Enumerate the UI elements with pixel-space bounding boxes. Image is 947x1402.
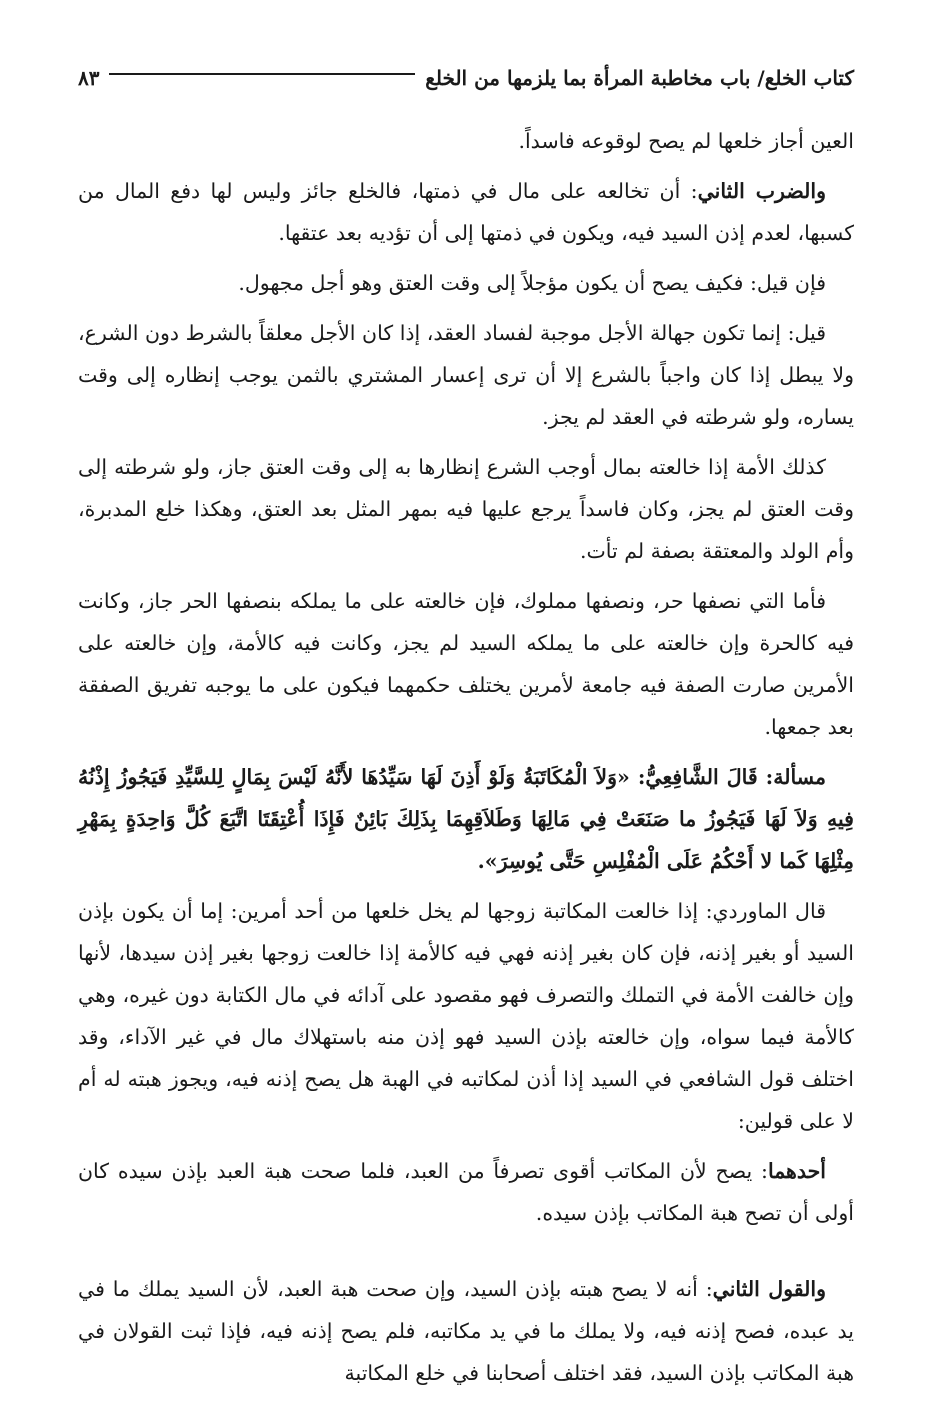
page-header <box>78 58 854 98</box>
paragraph-1 <box>78 120 854 162</box>
paragraph-text: فإن قيل: فكيف يصح أن يكون مؤجلاً إلى وقت العتق وهو أجل مجهول. <box>238 271 826 295</box>
paragraph-7 <box>78 756 854 882</box>
running-title: كتاب الخلع/ باب مخاطبة المرأة بما يلزمها من الخلع <box>425 66 854 90</box>
paragraph-lead: أحدهما <box>767 1159 826 1183</box>
header-rule <box>109 73 415 75</box>
paragraph-lead: والضرب الثاني <box>697 179 826 203</box>
page-number: ٨٣ <box>78 66 100 90</box>
paragraph-5 <box>78 446 854 572</box>
paragraph-text: كذلك الأمة إذا خالعته بمال أوجب الشرع إنظارها به إلى وقت العتق جاز، ولو شرطته إلى وقت العتق لم يجز، وكان فاسداً يرجع عليها فيه بمهر المثل بعد العتق، وهكذا خلع المدبرة، وأم الولد والمعتقة بصفة لم تأت. <box>78 455 854 563</box>
paragraph-9 <box>78 1150 854 1234</box>
paragraph-2 <box>78 170 854 254</box>
paragraph-text: : أنه لا يصح هبته بإذن السيد، وإن صحت هبة العبد، لأن السيد يملك ما في يد عبده، فصح إذنه فيه، ولا يملك ما في يد مكاتبه، فلم يصح إذنه فيه، فإذا ثبت القولان في هبة المكاتب بإذن السيد، فقد اختلف أصحابنا في خلع المكاتبة <box>78 1277 854 1385</box>
paragraph-lead: مسألة: قَالَ الشَّافِعِيُّ <box>645 765 826 789</box>
paragraph-10 <box>78 1268 854 1394</box>
paragraph-3 <box>78 262 854 304</box>
paragraph-text: قيل: إنما تكون جهالة الأجل موجبة لفساد العقد، إذا كان الأجل معلقاً بالشرط دون الشرع، ولا يبطل إذا كان واجباً بالشرع إلا أن ترى إعسار المشتري بالثمن يوجب إنظاره إلى وقت يساره، ولو شرطته في العقد لم يجز. <box>78 321 854 429</box>
paragraph-text: العين أجاز خلعها لم يصح لوقوعه فاسداً. <box>518 129 854 153</box>
paragraph-8 <box>78 890 854 1142</box>
paragraph-4 <box>78 312 854 438</box>
paragraph-text: فأما التي نصفها حر، ونصفها مملوك، فإن خالعته على ما يملكه بنصفها الحر جاز، وكانت فيه كالحرة وإن خالعته على ما يملكه السيد لم يجز، وكانت فيه كالأمة، وإن خالعته على الأمرين صارت الصفة فيه جامعة لأمرين يختلف حكمهما فيكون على ما يوجبه تفريق الصفقة بعد جمعها. <box>78 589 854 739</box>
text-body <box>78 120 854 1402</box>
shafii-quote: : «وَلاَ الْمُكَاتَبَةُ وَلَوْ أَذِنَ لَهَا سَيِّدُهَا لأَنَّهُ لَيْسَ بِمَالٍ لِلسَّيِّدِ فَيَجُوزُ إِذْنُهُ فِيهِ وَلاَ لَهَا فَيَجُوزُ ما صَنَعَتْ فِي مَالِهَا وَطَلاَقِهِمَا بِذَلِكَ بَائِنٌ فَإِذَا أُعْتِقَتَا اتَّبَعَ كُلَّ وَاحِدَةٍ بِمَهْرِ مِثْلِهَا كَما لا أَحْكُمُ عَلَى الْمُفْلِسِ حَتَّى يُوسِرَ». <box>78 765 854 873</box>
paragraph-lead: والقول الثاني <box>712 1277 826 1301</box>
paragraph-text: : يصح لأن المكاتب أقوى تصرفاً من العبد، فلما صحت هبة العبد بإذن سيده كان أولى أن تصح هبة المكاتب بإذن سيده. <box>78 1159 854 1225</box>
paragraph-6 <box>78 580 854 748</box>
paragraph-text: : أن تخالعه على مال في ذمتها، فالخلع جائز وليس لها دفع المال من كسبها، لعدم إذن السيد فيه، ويكون في ذمتها إلى أن تؤديه بعد عتقها. <box>78 179 854 245</box>
paragraph-text: قال الماوردي: إذا خالعت المكاتبة زوجها لم يخل خلعها من أحد أمرين: إما أن يكون بإذن السيد أو بغير إذنه، فإن كان بغير إذنه فهي فيه كالأمة إذا خالعت زوجها بغير إذن سيدها، لأنها وإن خالفت الأمة في التملك والتصرف فهو مقصود على آدائه في مال الكتابة دون غيره، وهي كالأمة فيما سواه، وإن خالعته بإذن السيد فهو إذن منه باستهلاك مال في غير الآداء، وقد اختلف قول الشافعي في السيد إذا أذن لمكاتبه في الهبة هل يصح إذنه فيه، ويجوز هبته له أم لا على قولين: <box>78 899 854 1133</box>
